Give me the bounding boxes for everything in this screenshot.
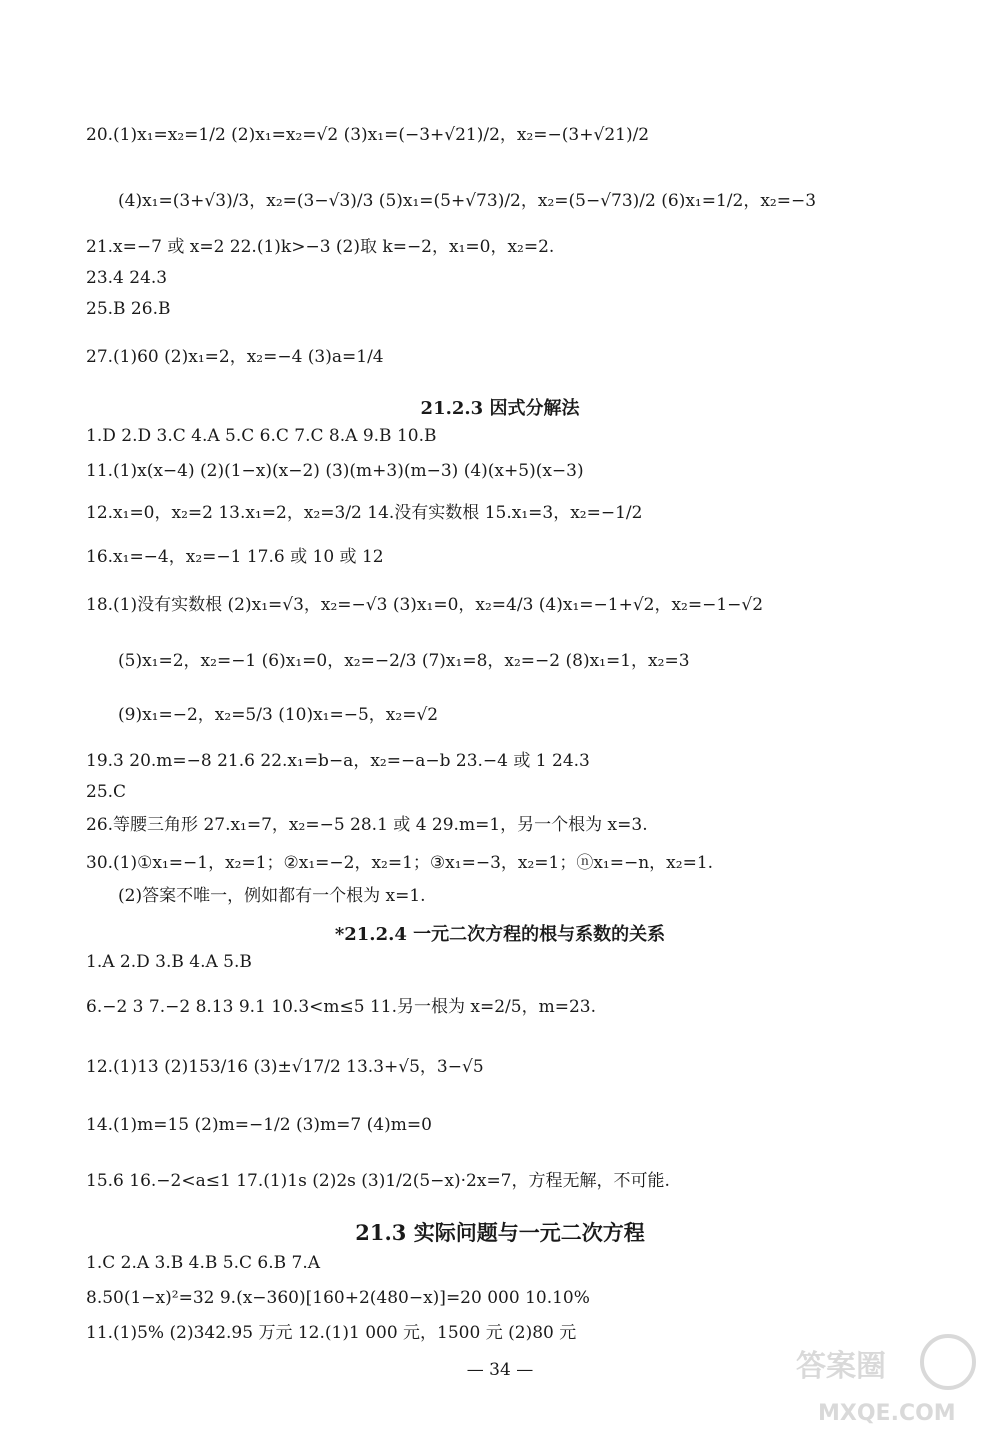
answer-line-30: 30.(1)①x₁=−1，x₂=1；②x₁=−2，x₂=1；③x₁=−3，x₂=1；ⓝx₁=−n，x₂=1. — [86, 853, 714, 873]
answer-line-15-17: 15.6 16.−2<a≤1 17.(1)1s (2)2s (3)1/2(5−x)·2x=7，方程无解，不可能. — [86, 1171, 670, 1191]
answer-line-14: 14.(1)m=15 (2)m=−1/2 (3)m=7 (4)m=0 — [86, 1115, 432, 1135]
answer-line-20: 20.(1)x₁=x₂=1/2 (2)x₁=x₂=√2 (3)x₁=(−3+√21)/2，x₂=−(3+√21)/2 — [86, 125, 650, 145]
answer-line-8-10: 8.50(1−x)²=32 9.(x−360)[160+2(480−x)]=20 000 10.10% — [86, 1288, 590, 1308]
page-number: — 34 — — [466, 1360, 534, 1380]
answer-line-25-26: 25.B 26.B — [86, 299, 171, 319]
watermark-logo — [788, 1332, 978, 1428]
answer-line-11-12: 11.(1)5% (2)342.95 万元 12.(1)1 000 元，1500 元 (2)80 元 — [86, 1323, 577, 1343]
answer-line-20-cont: (4)x₁=(3+√3)/3，x₂=(3−√3)/3 (5)x₁=(5+√73)/2，x₂=(5−√73)/2 (6)x₁=1/2，x₂=−3 — [118, 191, 817, 211]
section-heading-21-2-3: 21.2.3 因式分解法 — [420, 398, 580, 419]
watermark-text: 答案圈 — [796, 1349, 886, 1384]
answer-line-1-5: 1.A 2.D 3.B 4.A 5.B — [86, 952, 252, 972]
answer-line-19-24: 19.3 20.m=−8 21.6 22.x₁=b−a，x₂=−a−b 23.−4 或 1 24.3 — [86, 751, 590, 771]
answer-line-18-cont-2: (9)x₁=−2，x₂=5/3 (10)x₁=−5，x₂=√2 — [118, 705, 439, 725]
answer-line-12-13: 12.(1)13 (2)153/16 (3)±√17/2 13.3+√5，3−√5 — [86, 1057, 484, 1077]
answer-line-25: 25.C — [86, 782, 127, 802]
answer-line-11: 11.(1)x(x−4) (2)(1−x)(x−2) (3)(m+3)(m−3) (4)(x+5)(x−3) — [86, 461, 584, 481]
section-heading-21-2-4: *21.2.4 一元二次方程的根与系数的关系 — [334, 924, 666, 945]
answer-line-23-24: 23.4 24.3 — [86, 268, 168, 288]
answer-line-12-15: 12.x₁=0，x₂=2 13.x₁=2，x₂=3/2 14.没有实数根 15.x₁=3，x₂=−1/2 — [86, 503, 643, 523]
answer-line-21-22: 21.x=−7 或 x=2 22.(1)k>−3 (2)取 k=−2，x₁=0，x₂=2. — [86, 237, 555, 257]
section-heading-21-3: 21.3 实际问题与一元二次方程 — [355, 1220, 645, 1245]
answer-line-27: 27.(1)60 (2)x₁=2，x₂=−4 (3)a=1/4 — [86, 347, 384, 367]
answer-line-16-17: 16.x₁=−4，x₂=−1 17.6 或 10 或 12 — [86, 547, 384, 567]
answer-line-1-10: 1.D 2.D 3.C 4.A 5.C 6.C 7.C 8.A 9.B 10.B — [86, 426, 437, 446]
answer-line-6-11: 6.−2 3 7.−2 8.13 9.1 10.3<m≤5 11.另一根为 x=2/5，m=23. — [86, 997, 596, 1017]
answer-line-1-7: 1.C 2.A 3.B 4.B 5.C 6.B 7.A — [86, 1253, 321, 1273]
answer-line-18: 18.(1)没有实数根 (2)x₁=√3，x₂=−√3 (3)x₁=0，x₂=4/3 (4)x₁=−1+√2，x₂=−1−√2 — [86, 595, 764, 615]
answer-line-30-cont: (2)答案不唯一，例如都有一个根为 x=1. — [118, 886, 426, 906]
answer-line-26-29: 26.等腰三角形 27.x₁=7，x₂=−5 28.1 或 4 29.m=1，另一个根为 x=3. — [86, 815, 648, 835]
watermark-sub: MXQE.COM — [818, 1401, 956, 1426]
answer-line-18-cont-1: (5)x₁=2，x₂=−1 (6)x₁=0，x₂=−2/3 (7)x₁=8，x₂=−2 (8)x₁=1，x₂=3 — [118, 651, 690, 671]
